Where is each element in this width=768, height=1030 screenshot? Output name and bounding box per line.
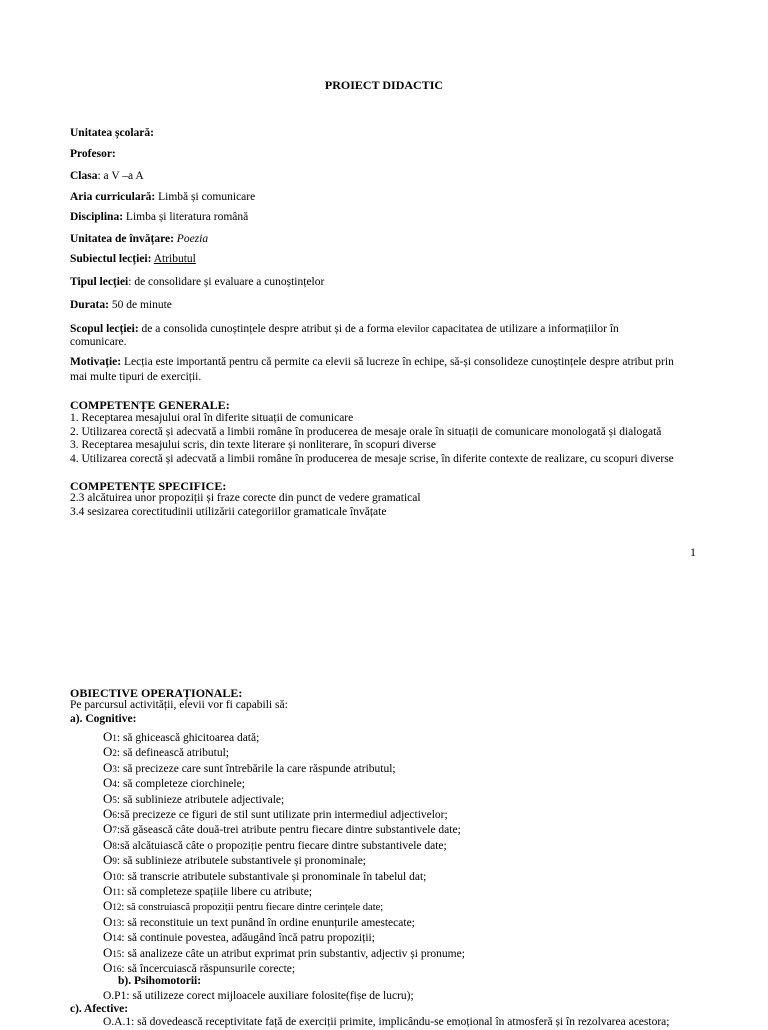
objective-item — [103, 791, 284, 808]
competenta-generala-item: 1. Receptarea mesajului oral în diferite situații de comunicare — [70, 412, 354, 424]
objective-code: O — [103, 821, 113, 837]
unitate-invatare-value: Poezia — [176, 233, 209, 245]
objective-code: O — [103, 852, 113, 868]
objective-text: : să completeze spațiile libere cu atribute; — [121, 886, 313, 898]
objective-text: : să transcrie atributele substantivale și pronominale în tabelul dat; — [121, 870, 427, 883]
aria-curriculara-field — [70, 191, 255, 205]
objective-subscript: 11 — [112, 887, 122, 897]
objective-text: : să completeze ciorchinele; — [116, 778, 245, 791]
objective-item — [103, 837, 447, 854]
objective-item — [103, 868, 426, 885]
objective-code: O — [103, 944, 113, 960]
objective-text: : să precizeze care sunt întrebările la care răspunde atributul; — [116, 762, 396, 775]
objective-subscript: 12 — [112, 902, 122, 913]
scopul-lectiei-label: Scopul lecției: — [70, 323, 139, 335]
objective-code: O — [103, 806, 113, 821]
objective-subscript: 16 — [112, 964, 122, 974]
competenta-generala-item: 2. Utilizarea corectă și adecvată a limbii române în producerea de mesaje orale în situații de comunicare monologată și dialogată — [70, 426, 662, 438]
objective-code: O — [103, 960, 113, 975]
objective-text: : să sublinieze atributele adjectivale; — [116, 793, 285, 806]
obiective-intro: Pe parcursul activității, elevii vor fi capabili să: — [70, 699, 288, 711]
objective-subscript: 13 — [112, 917, 122, 928]
objective-text: : să reconstituie un text punând în ordine enunțurile amestecate; — [121, 916, 415, 929]
objective-item — [103, 775, 245, 792]
objective-code: O — [103, 775, 113, 791]
afective-item: O.A.1: să dovedească receptivitate față de exerciții primite, implicându-se emoțional în atmosferă și în rezolvarea acestora; — [103, 1016, 670, 1028]
objective-code: O — [103, 929, 113, 945]
disciplina-field — [70, 211, 248, 225]
objective-code: O — [103, 883, 113, 898]
objective-item — [103, 760, 396, 777]
obiective-heading: OBIECTIVE OPERAȚIONALE: — [70, 686, 243, 700]
unitate-invatare-field — [70, 233, 208, 247]
objective-subscript: 14 — [112, 933, 122, 944]
objective-code: O — [103, 836, 113, 852]
objective-subscript: 5 — [112, 794, 117, 805]
objective-subscript: 7 — [112, 825, 117, 836]
objective-text: : să încercuiască răspunsurile corecte; — [121, 963, 296, 975]
scopul-lectiei-value: de a consolida cunoștințele despre atribut și de a forma — [138, 323, 398, 335]
objective-code: O — [103, 790, 113, 806]
objective-text: : să definească atributul; — [116, 747, 229, 760]
objective-text: : să sublinieze atributele substantivele și pronominale; — [116, 855, 366, 868]
subiect-lectie-field — [70, 253, 196, 267]
objective-text: : să continuie povestea, adăugând încă patru propoziții; — [121, 932, 375, 945]
competenta-specifica-item: 3.4 sesizarea corectitudinii utilizării categoriilor gramaticale învățate — [70, 506, 387, 518]
objective-subscript: 1 — [112, 733, 117, 743]
profesor-field — [70, 148, 116, 162]
objective-item — [103, 929, 375, 946]
objective-item — [103, 852, 366, 869]
objective-text: : să analizeze câte un atribut exprimat prin substantiv, adjectiv și pronume; — [121, 947, 465, 960]
objective-item — [103, 883, 312, 900]
aria-curriculara-value: Limbă și comunicare — [155, 191, 256, 203]
motivatie-value: Lecția este importantă pentru că permite ca elevii să lucreze în echipe, să-și consolideze cunoștințele despre atribut prin — [121, 356, 674, 368]
competenta-generala-item: 4. Utilizarea corectă și adecvată a limbii române în producerea de mesaje scrise, în diferite contexte de realizare, cu scopuri diverse — [70, 453, 674, 465]
cognitive-label: a). Cognitive: — [70, 713, 137, 725]
tipul-lectiei-label: Tipul lecției — [70, 276, 129, 288]
subiect-lectie-value: Atributul — [153, 253, 196, 265]
clasa-label: Clasa — [70, 170, 98, 182]
page-number: 1 — [690, 545, 696, 559]
motivatie-field — [70, 356, 674, 370]
competenta-generala-item: 3. Receptarea mesajului scris, din texte literare și nonliterare, în scopuri diverse — [70, 439, 436, 451]
scopul-lectiei-continuation: comunicare. — [70, 336, 127, 348]
motivatie-label: Motivație: — [70, 356, 122, 368]
durata-label: Durata: — [70, 299, 109, 311]
psihomotorii-label: b). Psihomotorii: — [118, 975, 202, 987]
page-title: PROIECT DIDACTIC — [324, 78, 444, 92]
objective-subscript: 15 — [112, 948, 122, 959]
objective-subscript: 2 — [112, 748, 117, 759]
afective-label: c). Afective: — [70, 1003, 129, 1015]
tipul-lectiei-field — [70, 276, 324, 290]
motivatie-continuation: mai multe tipuri de exerciții. — [70, 371, 202, 383]
durata-field — [70, 299, 172, 313]
objective-item — [103, 806, 448, 823]
objective-text: :să precizeze ce figuri de stil sunt utilizate prin intermediul adjectivelor; — [116, 809, 448, 821]
objective-item — [103, 744, 229, 761]
clasa-field — [70, 170, 144, 184]
disciplina-value: Limba și literatura română — [123, 211, 249, 223]
objective-text: :să găsească câte două-trei atribute pentru fiecare dintre substantivele date; — [116, 824, 461, 837]
competente-specifice-heading: COMPETENȚE SPECIFICE: — [70, 479, 227, 493]
objective-item — [103, 821, 461, 838]
unitate-scolara-label: Unitatea școlară: — [70, 127, 154, 139]
aria-curriculara-label: Aria curriculară: — [70, 191, 156, 203]
objective-subscript: 4 — [112, 779, 117, 790]
objective-text: : să ghicească ghicitoarea dată; — [116, 732, 260, 744]
objective-code: O — [103, 913, 113, 929]
scopul-lectiei-value-small: elevilor — [397, 324, 430, 335]
profesor-label: Profesor: — [70, 148, 116, 160]
objective-item — [103, 729, 259, 746]
objective-text: :să alcătuiască câte o propoziție pentru fiecare dintre substantivele date; — [116, 839, 447, 852]
objective-code: O — [103, 867, 113, 883]
scopul-lectiei-value-end: capacitatea de utilizare a informațiilor în — [429, 323, 619, 335]
competente-generale-heading: COMPETENȚE GENERALE: — [70, 398, 230, 412]
objective-subscript: 10 — [112, 871, 122, 882]
objective-code: O — [103, 744, 113, 760]
unitate-invatare-label: Unitatea de învățare: — [70, 233, 174, 245]
durata-value: 50 de minute — [108, 299, 172, 311]
scopul-lectiei-field — [70, 323, 619, 337]
clasa-value: : a V –a A — [97, 170, 144, 182]
objective-code: O — [103, 729, 113, 744]
objective-code: O — [103, 898, 113, 914]
unitate-scolara-field — [70, 127, 154, 141]
objective-item — [103, 914, 415, 931]
objective-subscript: 6 — [112, 810, 117, 820]
subiect-lectie-label: Subiectul lecției: — [70, 253, 152, 265]
tipul-lectiei-value: : de consolidare și evaluare a cunoștințelor — [128, 276, 325, 288]
objective-subscript: 9 — [112, 856, 117, 867]
objective-code: O — [103, 759, 113, 775]
objective-subscript: 3 — [112, 763, 117, 774]
objective-text: : să construiască propoziții pentru fiecare dintre cerințele date; — [121, 902, 384, 914]
objective-subscript: 8 — [112, 840, 117, 851]
objective-item — [103, 898, 383, 915]
psihomotorii-item: O.P1: să utilizeze corect mijloacele auxiliare folosite(fișe de lucru); — [103, 990, 414, 1002]
competenta-specifica-item: 2.3 alcătuirea unor propoziții și fraze corecte din punct de vedere gramatical — [70, 492, 421, 504]
disciplina-label: Disciplina: — [70, 211, 124, 223]
objective-item — [103, 945, 465, 962]
